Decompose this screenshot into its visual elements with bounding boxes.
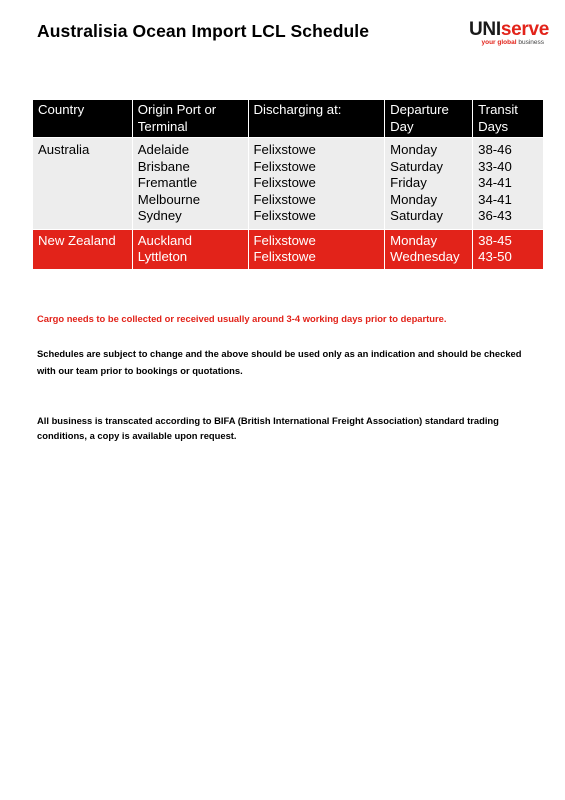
header-transit-line2: Days bbox=[478, 118, 509, 134]
logo-uni-text: UNI bbox=[469, 19, 501, 40]
transit-days: 38-46 bbox=[478, 142, 512, 157]
departure-day: Saturday bbox=[390, 208, 443, 223]
departure-day: Saturday bbox=[390, 158, 443, 174]
origin-port: Adelaide bbox=[137, 142, 190, 157]
logo-serve-text: serve bbox=[500, 19, 549, 40]
transit-cell bbox=[473, 229, 544, 269]
header-transit-line1: Transit bbox=[478, 102, 518, 117]
origin-cell bbox=[132, 229, 248, 269]
transit-days: 33-40 bbox=[478, 158, 512, 174]
logo-tagline-bold: your global bbox=[481, 39, 517, 46]
discharge-port: Felixstowe bbox=[253, 158, 316, 174]
departure-day: Monday bbox=[390, 232, 438, 248]
cargo-collection-note: Cargo needs to be collected or received usually around 3-4 working days prior to departure. bbox=[37, 313, 447, 324]
page-title: Australisia Ocean Import LCL Schedule bbox=[37, 21, 370, 41]
origin-port: Sydney bbox=[137, 208, 182, 223]
header-origin-line2: Terminal bbox=[137, 118, 188, 134]
origin-port: Auckland bbox=[137, 232, 193, 248]
logo-wordmark bbox=[469, 19, 549, 40]
departure-day: Wednesday bbox=[390, 249, 460, 264]
header-discharging bbox=[248, 100, 385, 138]
header-departure-line1: Departure bbox=[390, 102, 449, 117]
transit-days: 38-45 bbox=[478, 232, 512, 248]
header-country bbox=[33, 100, 133, 138]
transit-cell bbox=[473, 138, 544, 230]
uniserve-logo bbox=[469, 19, 549, 47]
country-cell bbox=[33, 229, 133, 269]
header-country-label: Country bbox=[38, 102, 85, 117]
origin-cell bbox=[132, 138, 248, 230]
logo-tagline-rest: business bbox=[516, 39, 544, 46]
departure-day: Friday bbox=[390, 175, 427, 190]
origin-port: Fremantle bbox=[137, 175, 198, 190]
discharge-port: Felixstowe bbox=[253, 208, 316, 223]
discharge-cell bbox=[248, 229, 385, 269]
departure-cell bbox=[385, 138, 473, 230]
header-departure-line2: Day bbox=[390, 118, 414, 134]
transit-days: 34-41 bbox=[478, 175, 512, 190]
discharge-port: Felixstowe bbox=[253, 191, 316, 207]
table-header-row bbox=[33, 100, 544, 138]
schedule-table bbox=[32, 99, 544, 270]
origin-port: Lyttleton bbox=[137, 249, 188, 264]
header-origin-line1: Origin Port or bbox=[137, 102, 217, 117]
origin-port: Brisbane bbox=[137, 158, 190, 174]
discharge-port: Felixstowe bbox=[253, 175, 316, 190]
country-cell bbox=[33, 138, 133, 230]
logo-tagline bbox=[469, 39, 544, 47]
discharge-cell bbox=[248, 138, 385, 230]
departure-day: Monday bbox=[390, 191, 438, 207]
transit-days: 34-41 bbox=[478, 191, 512, 207]
header-transit bbox=[473, 100, 544, 138]
table-row-new-zealand bbox=[33, 229, 544, 269]
departure-cell bbox=[385, 229, 473, 269]
header-origin bbox=[132, 100, 248, 138]
departure-day: Monday bbox=[390, 142, 438, 157]
transit-days: 43-50 bbox=[478, 249, 512, 264]
transit-days: 36-43 bbox=[478, 208, 512, 223]
origin-port: Melbourne bbox=[137, 191, 201, 207]
discharge-port: Felixstowe bbox=[253, 249, 316, 264]
schedule-disclaimer: Schedules are subject to change and the above should be used only as an indication and should be checked with our team prior to bookings or quotations. bbox=[37, 348, 522, 376]
bifa-terms-note: All business is transcated according to BIFA (British International Freight Association) standard trading conditions, a copy is available upon request. bbox=[37, 415, 499, 441]
country-name: New Zealand bbox=[38, 232, 116, 248]
discharge-port: Felixstowe bbox=[253, 232, 316, 248]
header-departure bbox=[385, 100, 473, 138]
table-row-australia bbox=[33, 138, 544, 230]
header-discharging-label: Discharging at: bbox=[253, 102, 342, 117]
country-name: Australia bbox=[38, 142, 90, 157]
discharge-port: Felixstowe bbox=[253, 142, 316, 157]
